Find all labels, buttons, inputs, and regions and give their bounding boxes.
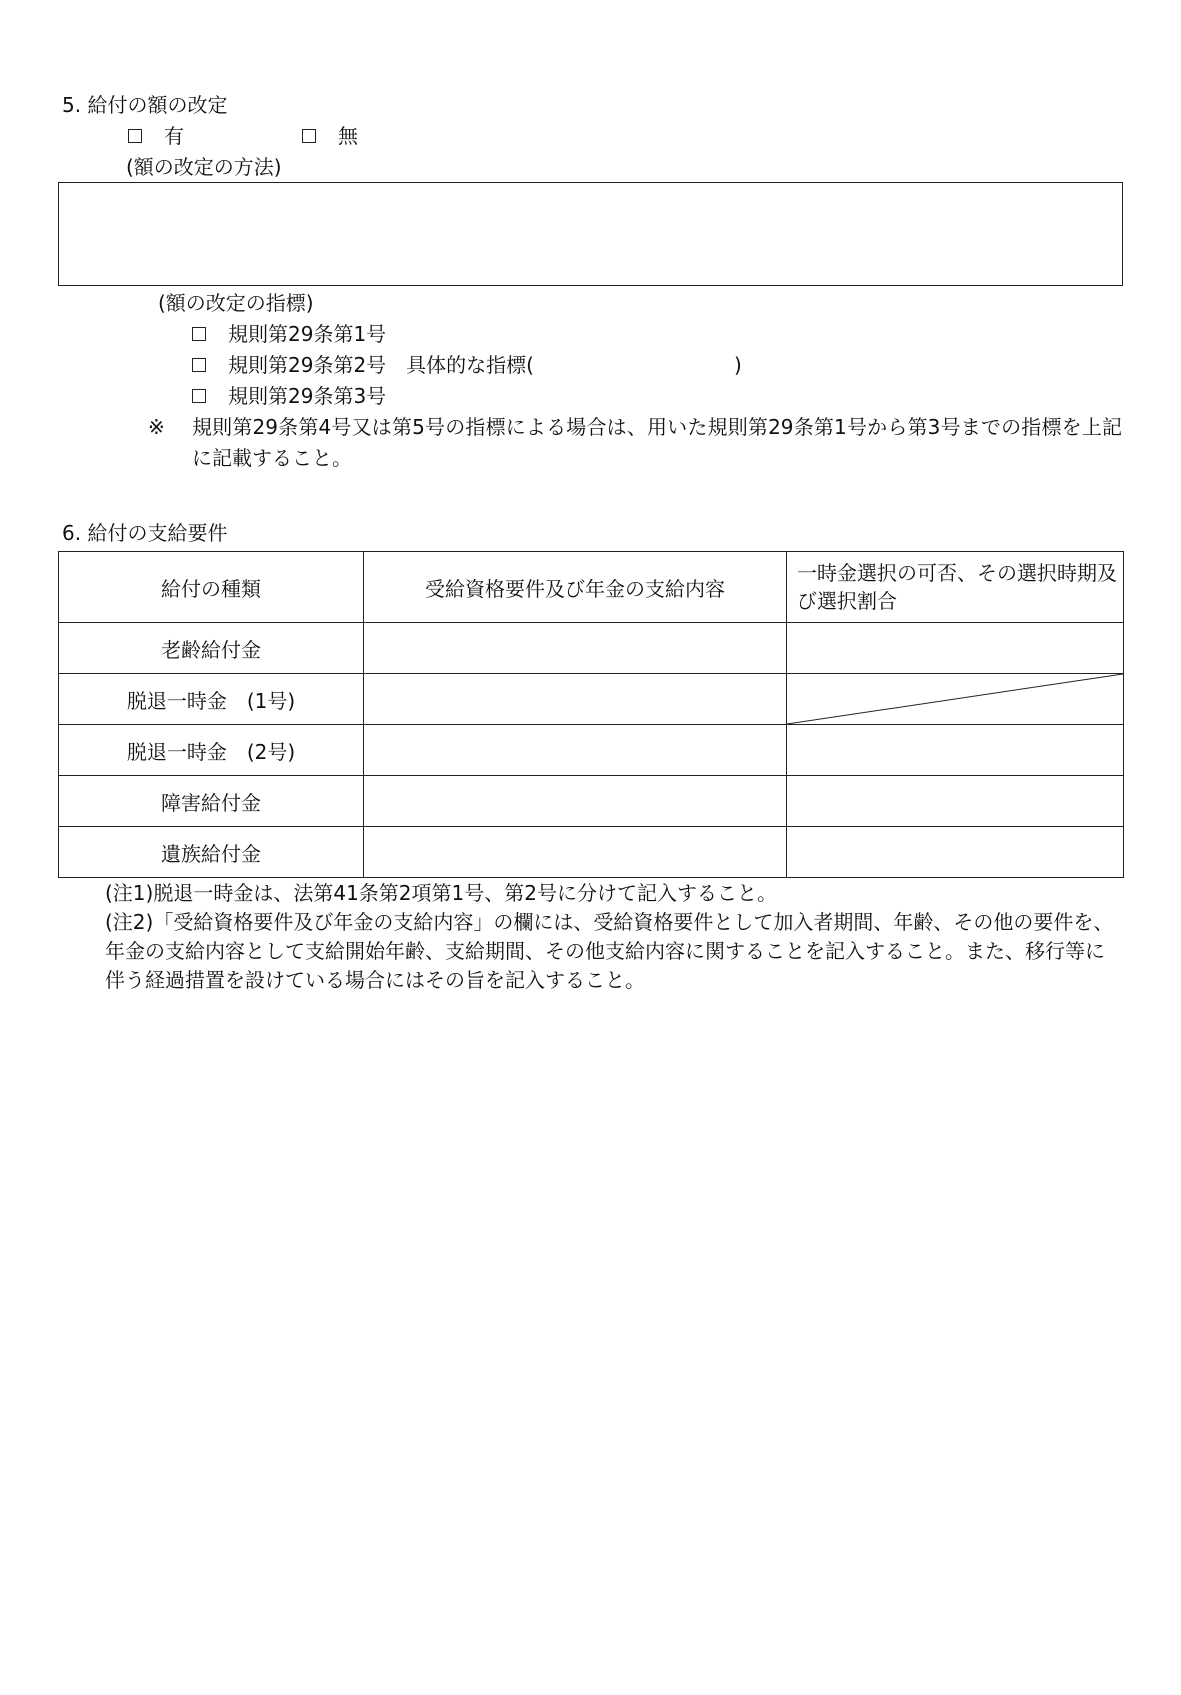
lump-sum-cell[interactable] — [787, 827, 1124, 878]
benefit-name-withdrawal-1: 脱退一時金 (1号) — [59, 674, 364, 725]
indicator-option-3[interactable] — [192, 386, 386, 406]
header-lump-sum-option: 一時金選択の可否、その選択時期及び選択割合 — [787, 552, 1124, 623]
eligibility-cell[interactable] — [364, 827, 787, 878]
section5-heading: 5. 給付の額の改定 — [62, 93, 228, 117]
footnote-2 — [105, 908, 1123, 995]
revision-indicator-label: (額の改定の指標) — [158, 291, 314, 315]
lump-sum-cell[interactable] — [787, 725, 1124, 776]
revision-yes-checkbox[interactable] — [128, 129, 142, 143]
indicator-option-2[interactable] — [192, 355, 742, 375]
indicator-note-text: 規則第29条第4号又は第5号の指標による場合は、用いた規則第29条第1号から第3号までの指標を上記に記載すること。 — [192, 415, 1122, 470]
indicator-2-checkbox[interactable] — [192, 358, 206, 372]
indicator-3-checkbox[interactable] — [192, 389, 206, 403]
lump-sum-cell-not-applicable — [787, 674, 1124, 725]
benefit-name-survivor: 遺族給付金 — [59, 827, 364, 878]
revision-yes-label: 有 — [164, 124, 184, 148]
header-eligibility: 受給資格要件及び年金の支給内容 — [364, 552, 787, 623]
table-row — [59, 725, 1124, 776]
table-header-row — [59, 552, 1124, 623]
benefit-name-disability: 障害給付金 — [59, 776, 364, 827]
indicator-option-1[interactable] — [192, 324, 386, 344]
benefit-requirements-table — [58, 551, 1124, 878]
eligibility-cell[interactable] — [364, 725, 787, 776]
section6-heading: 6. 給付の支給要件 — [62, 521, 228, 545]
footnote-1 — [105, 879, 1123, 908]
lump-sum-cell[interactable] — [787, 776, 1124, 827]
indicator-1-label: 規則第29条第1号 — [228, 322, 387, 346]
table-row — [59, 827, 1124, 878]
table-row — [59, 776, 1124, 827]
revision-yes-option[interactable] — [128, 126, 184, 146]
table-row — [59, 674, 1124, 725]
indicator-2-label: 規則第29条第2号 具体的な指標( ) — [228, 353, 742, 377]
note-mark: ※ — [148, 415, 165, 439]
footnote-2-text: 「受給資格要件及び年金の支給内容」の欄には、受給資格要件として加入者期間、年齢、その他の要件を、年金の支給内容として支給開始年齢、支給期間、その他支給内容に関することを記入すること。また、移行等に伴う経過措置を設けている場合にはその旨を記入すること。 — [105, 910, 1114, 992]
eligibility-cell[interactable] — [364, 776, 787, 827]
footnote-2-label: (注2) — [105, 910, 154, 934]
revision-method-input-box[interactable] — [58, 182, 1123, 286]
revision-no-label: 無 — [338, 124, 358, 148]
benefit-name-old-age: 老齢給付金 — [59, 623, 364, 674]
revision-no-option[interactable] — [302, 126, 358, 146]
table-row — [59, 623, 1124, 674]
eligibility-cell[interactable] — [364, 623, 787, 674]
indicator-3-label: 規則第29条第3号 — [228, 384, 387, 408]
footnote-1-label: (注1) — [105, 881, 154, 905]
indicator-1-checkbox[interactable] — [192, 327, 206, 341]
revision-no-checkbox[interactable] — [302, 129, 316, 143]
lump-sum-cell[interactable] — [787, 623, 1124, 674]
header-benefit-type: 給付の種類 — [59, 552, 364, 623]
eligibility-cell[interactable] — [364, 674, 787, 725]
footnote-1-text: 脱退一時金は、法第41条第2項第1号、第2号に分けて記入すること。 — [153, 881, 777, 905]
revision-method-label: (額の改定の方法) — [126, 155, 282, 179]
benefit-name-withdrawal-2: 脱退一時金 (2号) — [59, 725, 364, 776]
diagonal-strike — [787, 674, 1123, 724]
